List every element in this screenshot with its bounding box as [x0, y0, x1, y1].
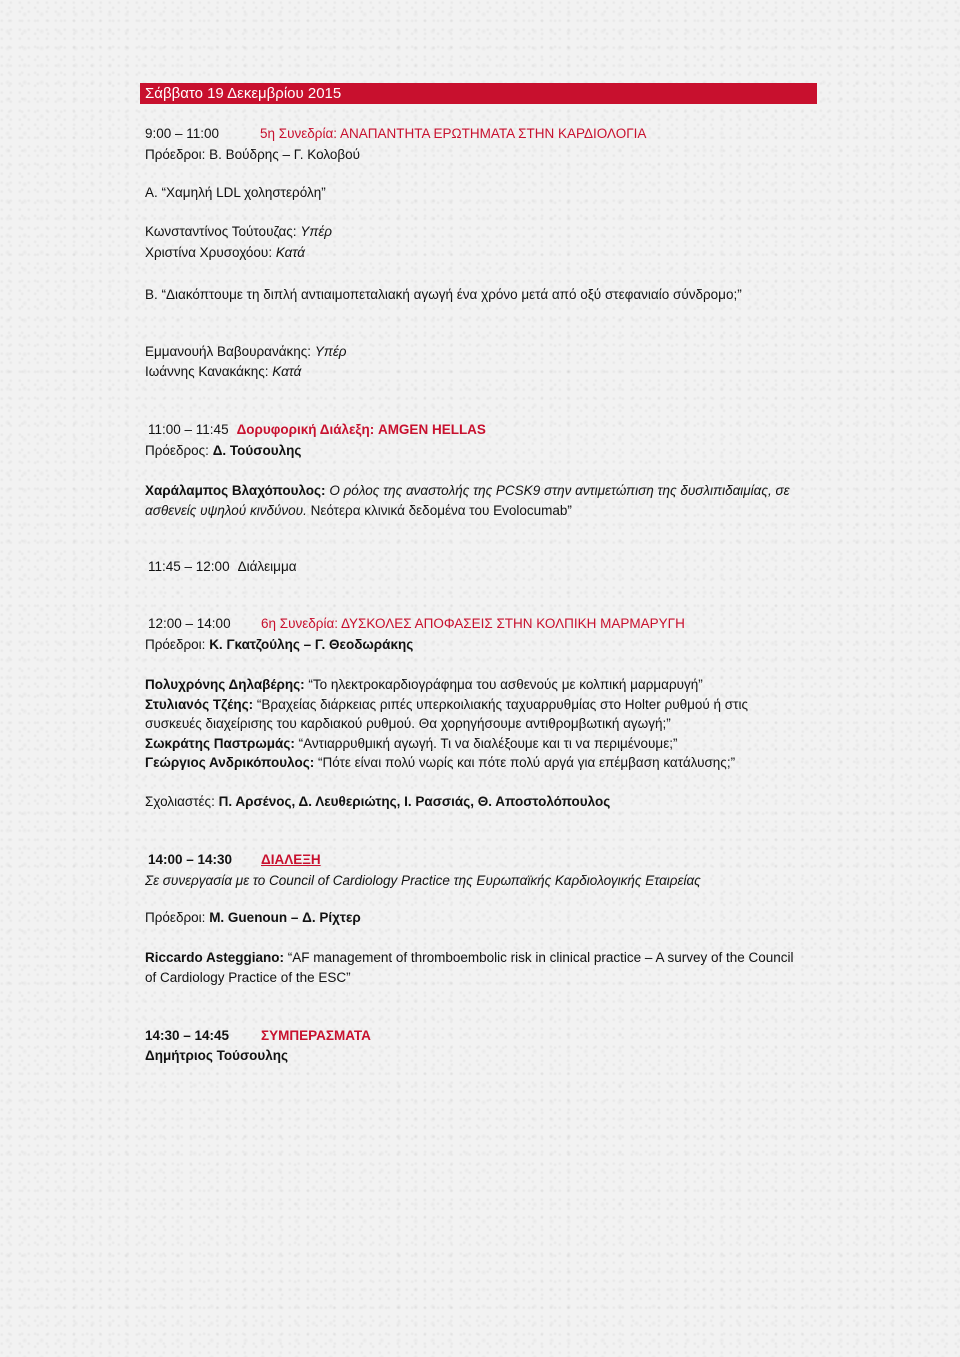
debater-name: Εμμανουήλ Βαβουρανάκης:: [145, 344, 312, 359]
debater-position: Υπέρ: [314, 344, 347, 359]
talk-title: “Το ηλεκτροκαρδιογράφημα του ασθενούς με κολπική μαρμαρυγή”: [308, 677, 703, 692]
satellite-chair: [145, 442, 301, 460]
commentators-names: Π. Αρσένος, Δ. Λευθεριώτης, Ι. Ρασσιάς, Θ. Αποστολόπουλος: [218, 794, 611, 809]
conclusions-header: [145, 1027, 371, 1045]
break-time: 11:45 – 12:00: [148, 559, 230, 574]
speaker-name: Γεώργιος Ανδρικόπουλος:: [145, 755, 315, 770]
debater-name: Ιωάννης Κανακάκης:: [145, 364, 269, 379]
speaker-name: Σωκράτης Παστρωμάς:: [145, 735, 295, 751]
debater-b2: [145, 363, 301, 381]
chair-label: Πρόεδρος:: [145, 443, 209, 458]
debater-a1: [145, 223, 332, 241]
topic-a: Α. “Χαμηλή LDL χοληστερόλη”: [145, 185, 326, 200]
speaker-name: Πολυχρόνης Δηλαβέρης:: [145, 677, 305, 692]
debater-name: Κωνσταντίνος Τούτουζας:: [145, 224, 297, 239]
session5-chairs: Πρόεδροι: Β. Βούδρης – Γ. Κολοβού: [145, 147, 361, 162]
talk-row: [145, 734, 805, 754]
talk-title: “Πότε είναι πολύ νωρίς και πότε πολύ αργά για επέμβαση κατάλυσης;”: [317, 755, 736, 770]
chairs-label: Πρόεδροι:: [145, 910, 206, 925]
debater-b1: [145, 343, 347, 361]
date-banner: Σάββατο 19 Δεκεμβρίου 2015: [140, 83, 817, 104]
conclusions-time: 14:30 – 14:45: [145, 1028, 230, 1043]
lecture-header: [148, 851, 321, 869]
talk-title-end: Νεότερα κλινικά δεδομένα του Evolocumab”: [310, 503, 572, 518]
conclusions-title: ΣΥΜΠΕΡΑΣΜΑΤΑ: [261, 1028, 371, 1043]
talk-row: [145, 675, 805, 695]
session6-header: [148, 615, 685, 633]
talk-title: “Αντιαρρυθμική αγωγή. Τι να διαλέξουμε και τι να περιμένουμε;”: [298, 735, 678, 751]
session5-title: 5η Συνεδρία: ΑΝΑΠΑΝΤΗΤΑ ΕΡΩΤΗΜΑΤΑ ΣΤΗΝ ΚΑΡΔΙΟΛΟΓΙΑ: [260, 126, 647, 141]
talk-title: “Βραχείας διάρκειας ριπές υπερκοιλιακής ταχυαρρυθμίας στο Holter ρυθμού ή στις συσκευές διαχείρισης του καρδιακού ρυθμού. Θα χορηγήσουμε αντιθρομβωτική αγωγή;”: [145, 696, 748, 731]
talk-row: [145, 753, 805, 773]
satellite-time: 11:00 – 11:45: [148, 422, 229, 437]
session6-chairs: [145, 636, 413, 654]
session5-time: 9:00 – 11:00: [145, 126, 220, 141]
speaker-name: Riccardo Asteggiano:: [145, 950, 285, 965]
lecture-time: 14:00 – 14:30: [148, 852, 233, 867]
speaker-name: Χαράλαμπος Βλαχόπουλος:: [145, 483, 326, 498]
lecture-talk: [145, 948, 805, 988]
chair-name: Δ. Τούσουλης: [212, 443, 302, 458]
debater-position: Κατά: [272, 364, 302, 379]
lecture-title: ΔΙΑΛΕΞΗ: [261, 852, 321, 867]
debater-position: Υπέρ: [300, 224, 333, 239]
commentators-label: Σχολιαστές:: [145, 794, 215, 809]
talk-row: [145, 695, 805, 734]
lecture-subtitle: Σε συνεργασία με το Council of Cardiology Practice της Ευρωπαϊκής Καρδιολογικής Εταιρείας: [145, 873, 701, 888]
chairs-label: Πρόεδροι:: [145, 637, 206, 652]
session6-time: 12:00 – 14:00: [148, 616, 231, 631]
satellite-talk: [145, 481, 805, 521]
speaker-name: Στυλιανός Τζέης:: [145, 696, 254, 712]
break-row: [148, 558, 297, 576]
commentators: [145, 793, 610, 811]
talk-title: “AF management of thromboembolic risk in clinical practice – A survey of the Council of Cardiology Practice of the ESC”: [145, 950, 794, 985]
talk-title: Ο ρόλος της αναστολής της PCSK9 στην αντιμετώπιση της δυσλιπιδαιμίας, σε ασθενείς υψηλού κινδύνου.: [145, 483, 790, 518]
break-label: Διάλειμμα: [237, 559, 297, 574]
chairs-names: Κ. Γκατζούλης – Γ. Θεοδωράκης: [209, 637, 414, 652]
session6-title: 6η Συνεδρία: ΔΥΣΚΟΛΕΣ ΑΠΟΦΑΣΕΙΣ ΣΤΗΝ ΚΟΛΠΙΚΗ ΜΑΡΜΑΡΥΓΗ: [261, 616, 685, 631]
debater-a2: [145, 244, 305, 262]
debater-position: Κατά: [275, 245, 305, 260]
chairs-names: M. Guenoun – Δ. Ρίχτερ: [209, 910, 361, 925]
lecture-chairs: [145, 909, 361, 927]
session5-header: [145, 125, 646, 143]
satellite-title: Δορυφορική Διάλεξη: AMGEN HELLAS: [236, 422, 486, 437]
session6-talks: [145, 675, 805, 773]
conclusions-speaker: Δημήτριος Τούσουλης: [145, 1048, 289, 1063]
topic-b: Β. “Διακόπτουμε τη διπλή αντιαιμοπεταλιακή αγωγή ένα χρόνο μετά από οξύ στεφανιαίο σύνδρομο;”: [145, 287, 742, 302]
satellite-header: [148, 421, 486, 439]
debater-name: Χριστίνα Χρυσοχόου:: [145, 245, 273, 260]
